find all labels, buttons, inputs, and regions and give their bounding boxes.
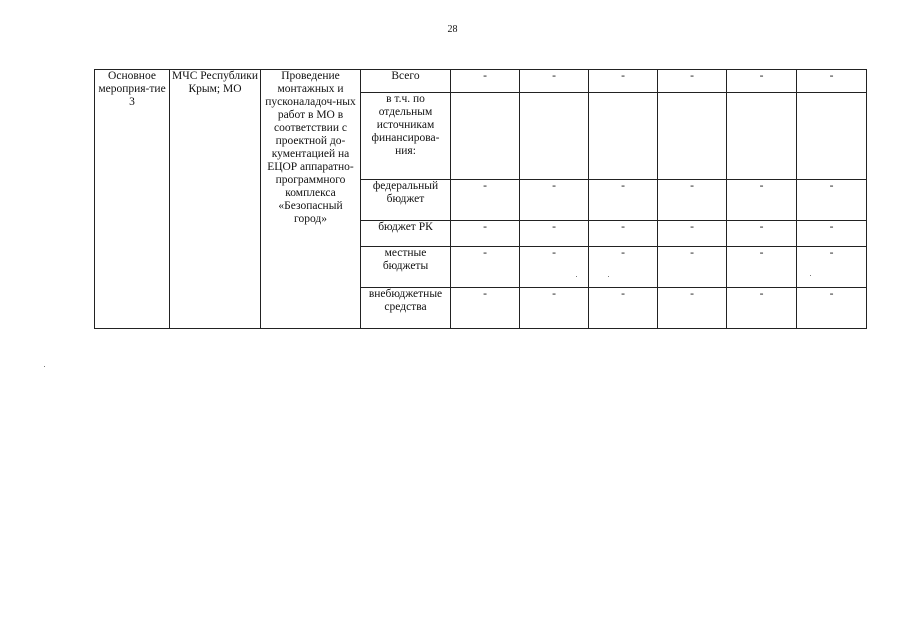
value-cell: - (451, 70, 520, 93)
value-cell: - (727, 221, 797, 247)
value-cell: - (589, 221, 658, 247)
value-cell: - (589, 70, 658, 93)
value-cell: - (727, 247, 797, 288)
value-cell (727, 93, 797, 180)
scan-speck (810, 275, 811, 276)
source-cell: бюджет РК (361, 221, 451, 247)
value-cell: - (658, 70, 727, 93)
value-cell (589, 93, 658, 180)
table-row (95, 70, 867, 93)
value-cell (658, 93, 727, 180)
value-cell: - (797, 70, 867, 93)
value-cell: - (658, 247, 727, 288)
value-cell: - (589, 288, 658, 329)
scan-speck (44, 366, 45, 367)
source-cell: внебюджетные средства (361, 288, 451, 329)
value-cell (520, 93, 589, 180)
source-cell: в т.ч. по отдельным источникам финансирова-ния: (361, 93, 451, 180)
budget-table (94, 69, 867, 329)
value-cell: - (797, 288, 867, 329)
value-cell: - (520, 247, 589, 288)
value-cell (797, 93, 867, 180)
value-cell: - (589, 180, 658, 221)
value-cell: - (520, 180, 589, 221)
value-cell: - (727, 70, 797, 93)
value-cell: - (797, 180, 867, 221)
executor-cell: МЧС Республики Крым; МО (170, 70, 261, 329)
value-cell: - (451, 247, 520, 288)
value-cell: - (658, 180, 727, 221)
value-cell: - (589, 247, 658, 288)
source-cell: Всего (361, 70, 451, 93)
scan-speck (608, 276, 609, 277)
event-cell: Основное мероприя-тие 3 (95, 70, 170, 329)
scan-speck (576, 276, 577, 277)
value-cell: - (520, 221, 589, 247)
source-cell: местные бюджеты (361, 247, 451, 288)
value-cell (451, 93, 520, 180)
value-cell: - (727, 180, 797, 221)
value-cell: - (658, 221, 727, 247)
value-cell: - (658, 288, 727, 329)
value-cell: - (520, 70, 589, 93)
source-cell: федеральный бюджет (361, 180, 451, 221)
value-cell: - (797, 247, 867, 288)
description-cell: Проведение монтажных и пусконаладоч-ных работ в МО в соответствии с проектной до-кументацией на ЕЦОР аппаратно-программного комплекса «Безопасный город» (261, 70, 361, 329)
value-cell: - (727, 288, 797, 329)
value-cell: - (797, 221, 867, 247)
value-cell: - (451, 288, 520, 329)
value-cell: - (451, 180, 520, 221)
value-cell: - (451, 221, 520, 247)
page-number: 28 (447, 24, 458, 35)
value-cell: - (520, 288, 589, 329)
